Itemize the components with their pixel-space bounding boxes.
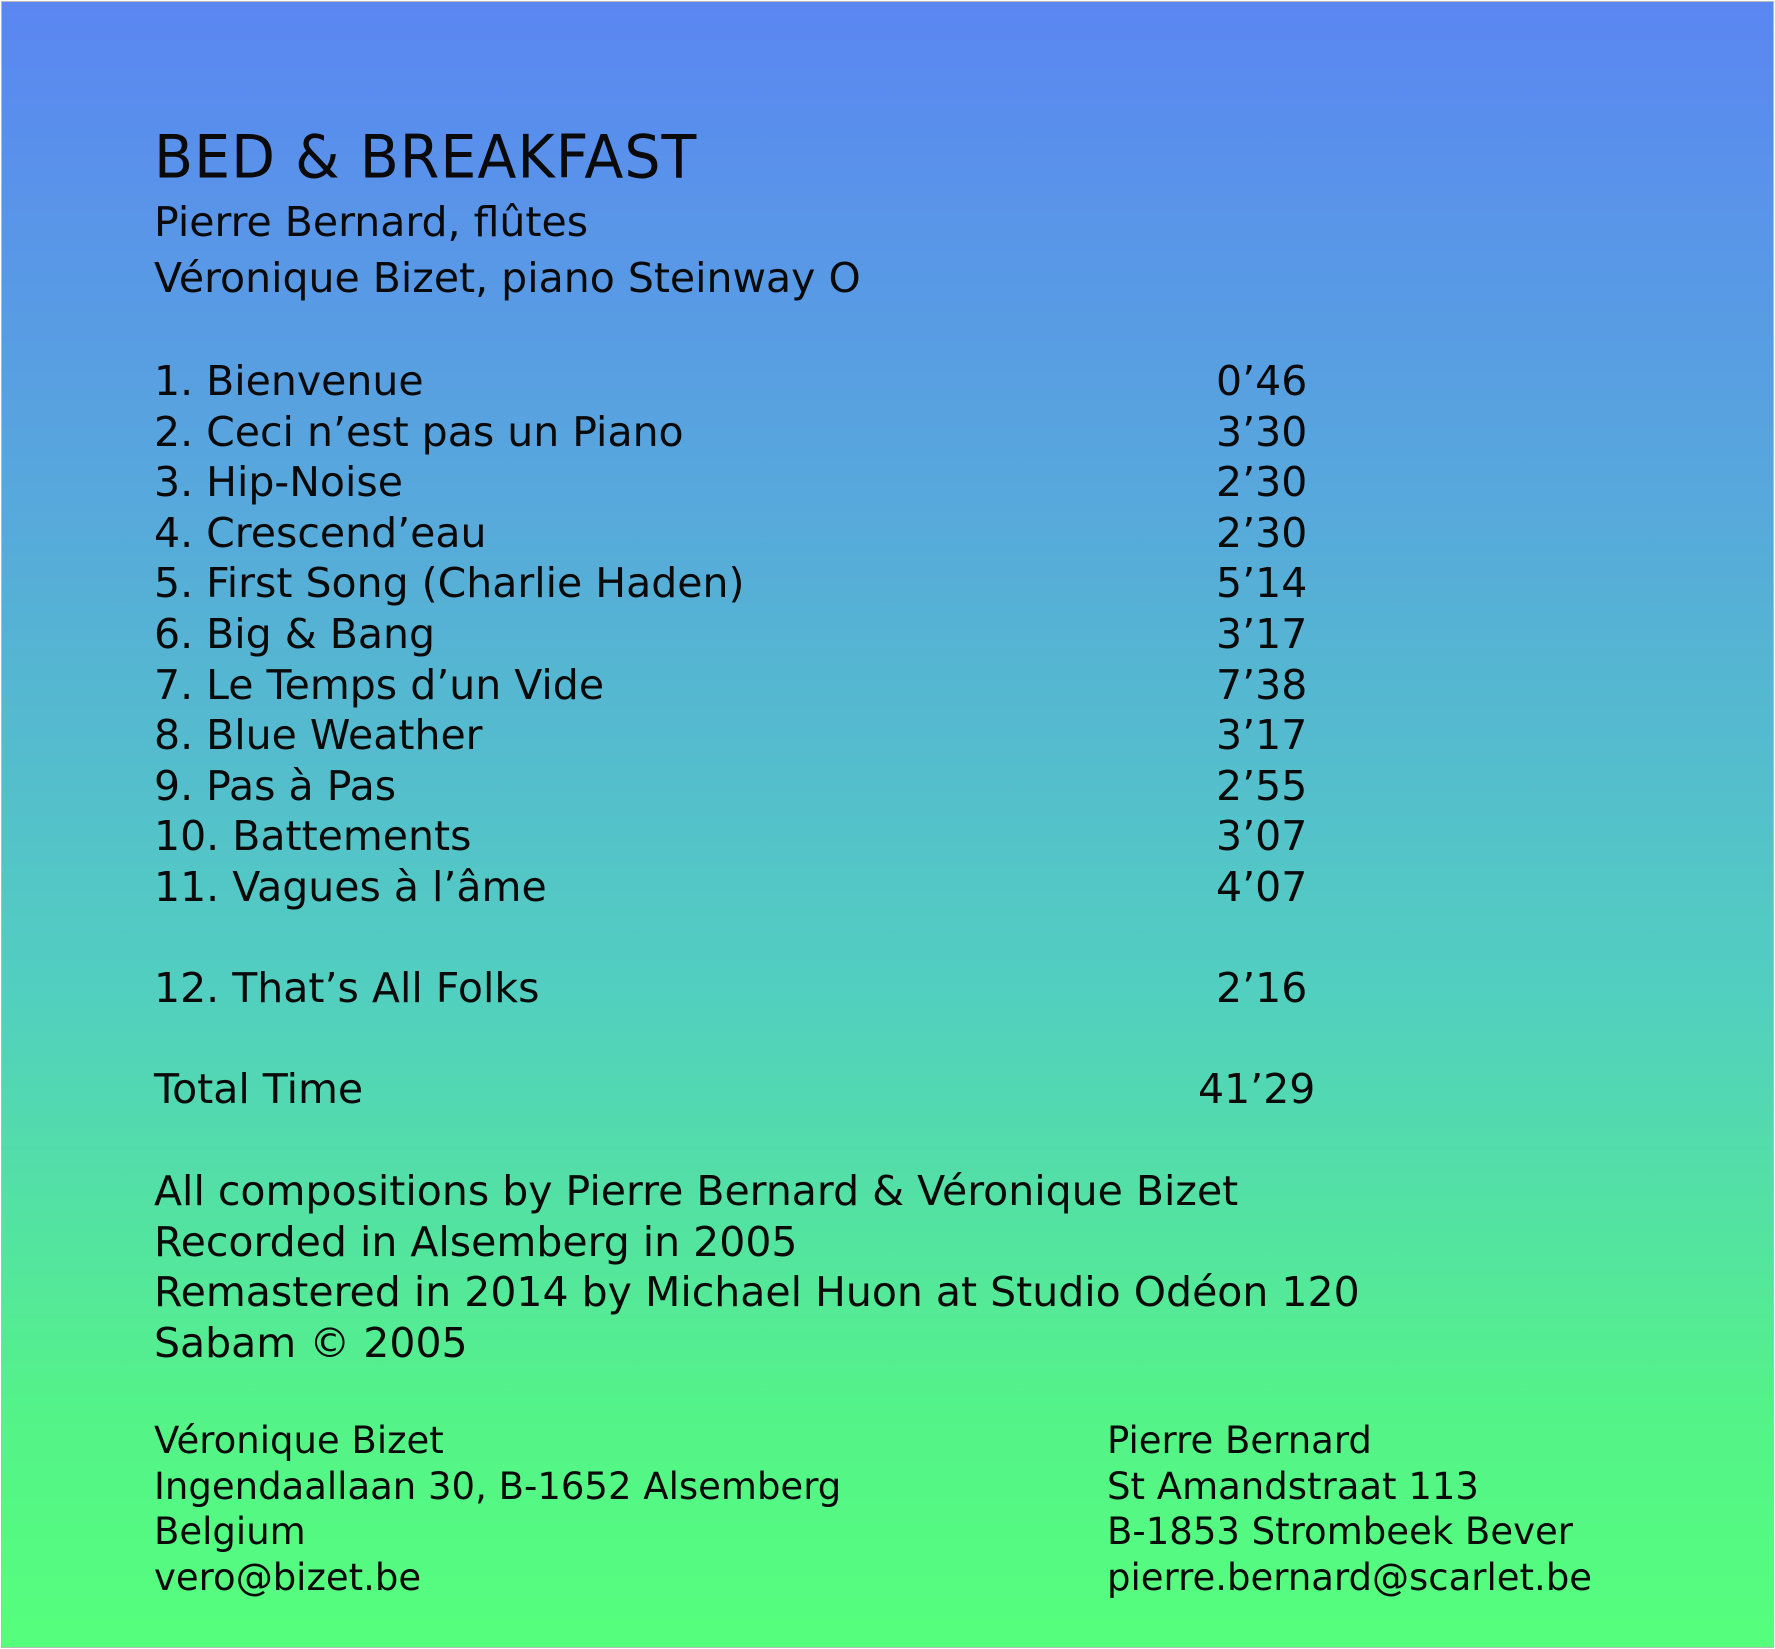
track-duration: 3’17 [1216,711,1308,760]
track-row [154,407,1334,458]
track-title: 6. Big & Bang [154,609,435,658]
performer-flute: Pierre Bernard, flûtes [154,198,589,246]
contact-street: St Amandstraat 113 [1107,1464,1479,1508]
track-title: 5. First Song (Charlie Haden) [154,559,745,608]
contact-pierre-bernard [1107,1418,1592,1600]
credit-line: All compositions by Pierre Bernard & Véronique Bizet [154,1167,1239,1215]
track-row [154,963,1334,1014]
track-duration: 7’38 [1216,660,1308,709]
track-title: 3. Hip-Noise [154,458,403,507]
total-time-label: Total Time [154,1065,364,1113]
track-row [154,356,1334,407]
contact-country: Belgium [154,1510,306,1553]
track-duration: 3’30 [1216,407,1308,456]
contact-veronique-bizet [154,1418,841,1600]
track-row [154,609,1334,660]
track-duration: 3’17 [1216,609,1308,658]
track-duration: 4’07 [1216,862,1308,911]
album-title: BED & BREAKFAST [154,123,698,193]
track-title: 8. Blue Weather [154,711,483,760]
track-title: 11. Vagues à l’âme [154,862,547,911]
track-row [154,761,1334,812]
performer-piano: Véronique Bizet, piano Steinway O [154,254,861,302]
track-title: 2. Ceci n’est pas un Piano [154,407,684,456]
contact-address: Ingendaallaan 30, B-1652 Alsemberg [154,1464,842,1508]
track-duration: 5’14 [1216,559,1308,608]
contact-email: pierre.bernard@scarlet.be [1107,1555,1593,1599]
track-row [154,457,1334,508]
track-title: 9. Pas à Pas [154,761,397,810]
track-duration: 2’16 [1216,963,1308,1012]
track-title: 7. Le Temps d’un Vide [154,660,605,709]
credit-line: Sabam © 2005 [154,1318,468,1367]
track-duration: 3’07 [1216,812,1308,861]
credit-line: Recorded in Alsemberg in 2005 [154,1217,798,1266]
track-row [154,508,1334,559]
track-list [154,356,1334,1013]
track-duration: 0’46 [1216,357,1308,405]
total-time-row [154,1064,1334,1114]
contact-email: vero@bizet.be [154,1555,422,1599]
credits-block [154,1166,1360,1368]
credit-line: Remastered in 2014 by Michael Huon at Studio Odéon 120 [154,1268,1360,1316]
contact-city: B-1853 Strombeek Bever [1107,1510,1573,1553]
contact-name: Pierre Bernard [1107,1419,1372,1462]
track-title: 10. Battements [154,812,472,861]
total-time-value: 41’29 [1198,1065,1316,1113]
track-duration: 2’30 [1216,458,1308,507]
track-title: 1. Bienvenue [154,357,424,405]
track-duration: 2’30 [1216,508,1308,557]
track-row [154,862,1334,913]
track-duration: 2’55 [1216,761,1308,810]
track-title: 4. Crescend’eau [154,508,487,557]
track-row [154,558,1334,609]
contact-name: Véronique Bizet [154,1419,444,1462]
track-row [154,710,1334,761]
track-row [154,660,1334,711]
album-back-cover [1,1,1774,1648]
track-title: 12. That’s All Folks [154,963,540,1012]
track-row [154,811,1334,862]
